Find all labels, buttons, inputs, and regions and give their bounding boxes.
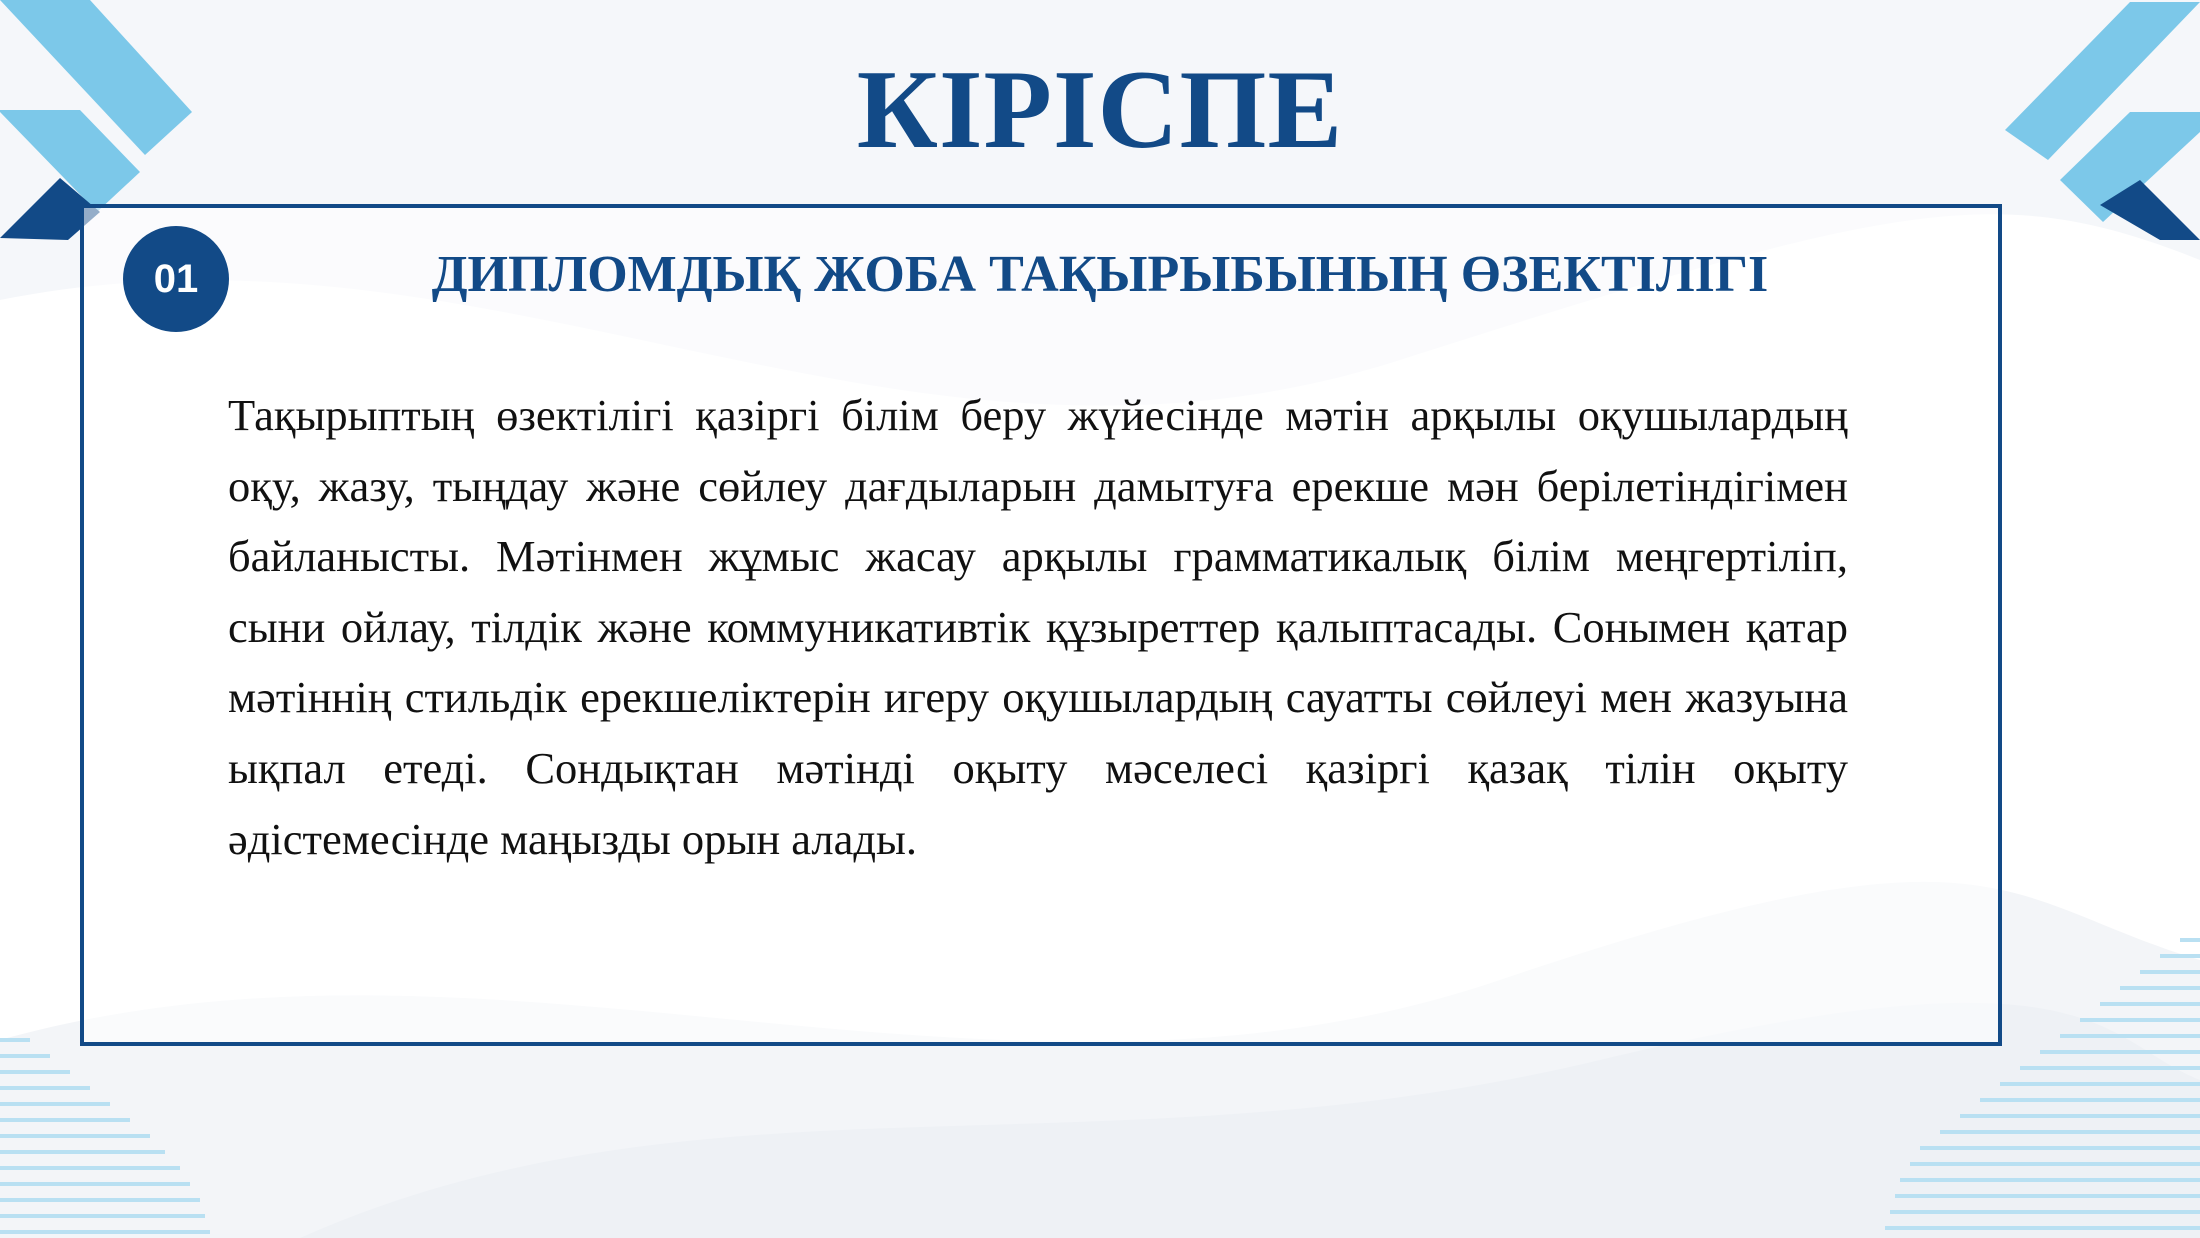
section-title: ДИПЛОМДЫҚ ЖОБА ТАҚЫРЫБЫНЫҢ ӨЗЕКТІЛІГІ: [431, 246, 1769, 303]
slide-title: КІРІСПЕ: [856, 48, 1344, 172]
body-paragraph: Тақырыптың өзектілігі қазіргі білім беру жүйесінде мәтін арқылы оқушылардың оқу, жазу, тыңдау және сөйлеу дағдыларын дамытуға ерекше мән берілетіндігімен байланысты. Мәтінмен жұмыс жасау арқылы грамматикалық білім меңгертіліп, сыни ойлау, тілдік және коммуникативтік құзыреттер қалыптасады. Сонымен қатар мәтіннің стильдік ерекшеліктерін игеру оқушылардың сауатты сөйлеуі мен жазуына ықпал етеді. Сондықтан мәтінді оқыту мәселесі қазіргі қазақ тілін оқыту әдістемесінде маңызды орын алады.: [228, 390, 1848, 864]
section-number-badge: 01: [123, 226, 229, 332]
